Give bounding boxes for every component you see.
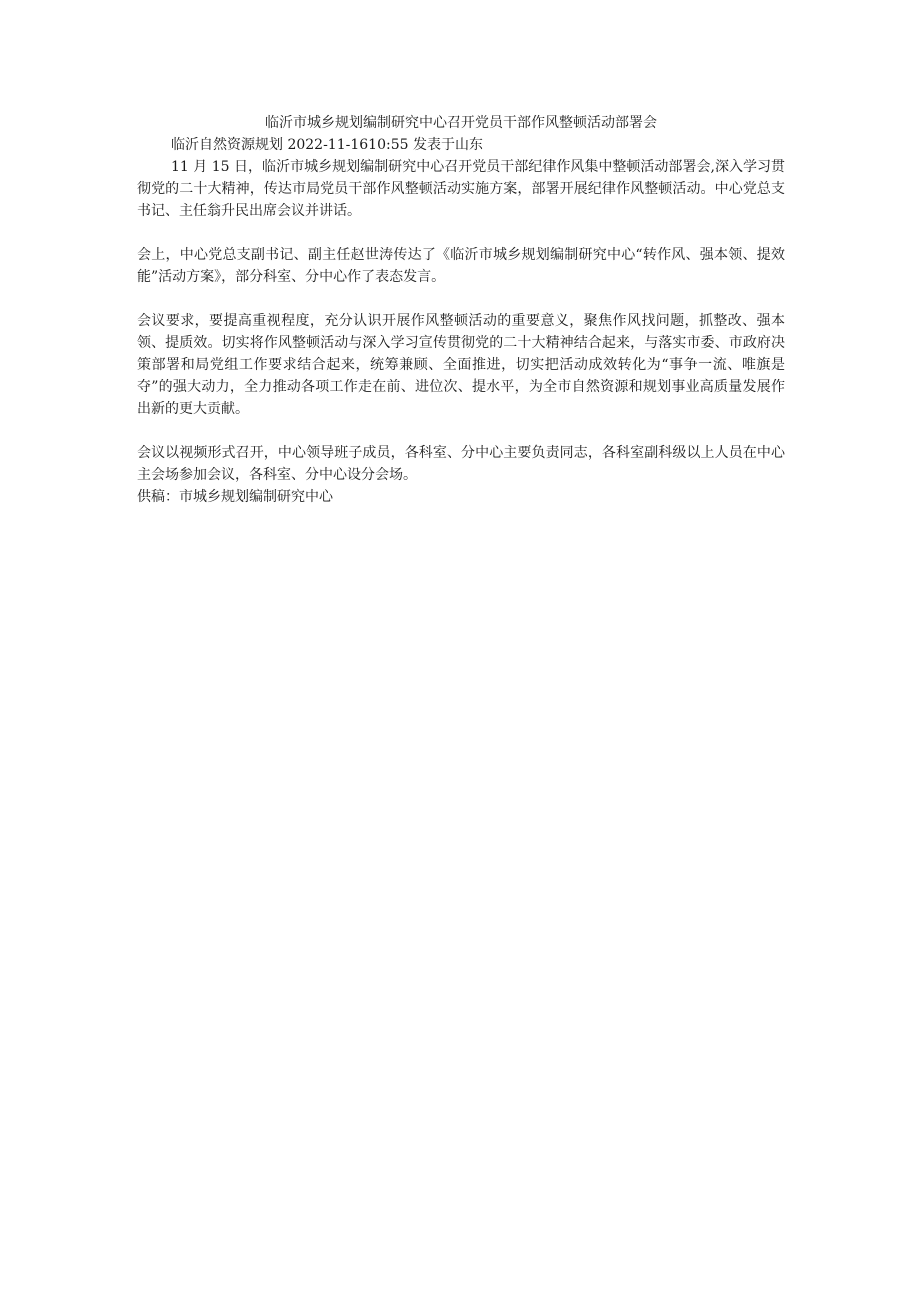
paragraph-gap (137, 288, 785, 310)
paragraph-3: 会议要求，要提高重视程度，充分认识开展作风整顿活动的重要意义，聚焦作风找问题，抓整改、强本领、提质效。切实将作风整顿活动与深入学习宣传贯彻党的二十大精神结合起来，与落实市委、市政府决策部署和局党组工作要求结合起来，统筹兼顾、全面推进，切实把活动成效转化为“事争一流、唯旗是夺”的强大动力，全力推动各项工作走在前、进位次、提水平，为全市自然资源和规划事业高质量发展作出新的更大贡献。 (137, 313, 785, 417)
article-byline: 临沂自然资源规划 2022-11-1610:55 发表于山东 (171, 137, 483, 153)
document-page (137, 112, 785, 508)
paragraph-gap (137, 420, 785, 442)
paragraph-4: 会议以视频形式召开，中心领导班子成员，各科室、分中心主要负责同志，各科室副科级以上人员在中心主会场参加会议，各科室、分中心设分会场。 (137, 445, 785, 483)
paragraph-1: 11 月 15 日，临沂市城乡规划编制研究中心召开党员干部纪律作风集中整顿活动部署会,深入学习贯彻党的二十大精神，传达市局党员干部作风整顿活动实施方案，部署开展纪律作风整顿活动。中心党总支书记、主任翁升民出席会议并讲话。 (137, 159, 785, 219)
paragraph-2: 会上，中心党总支副书记、副主任赵世涛传达了《临沂市城乡规划编制研究中心“转作风、强本领、提效能”活动方案》，部分科室、分中心作了表态发言。 (137, 247, 785, 285)
article-source: 供稿：市城乡规划编制研究中心 (137, 489, 333, 505)
article-title: 临沂市城乡规划编制研究中心召开党员干部作风整顿活动部署会 (265, 115, 657, 131)
paragraph-gap (137, 222, 785, 244)
